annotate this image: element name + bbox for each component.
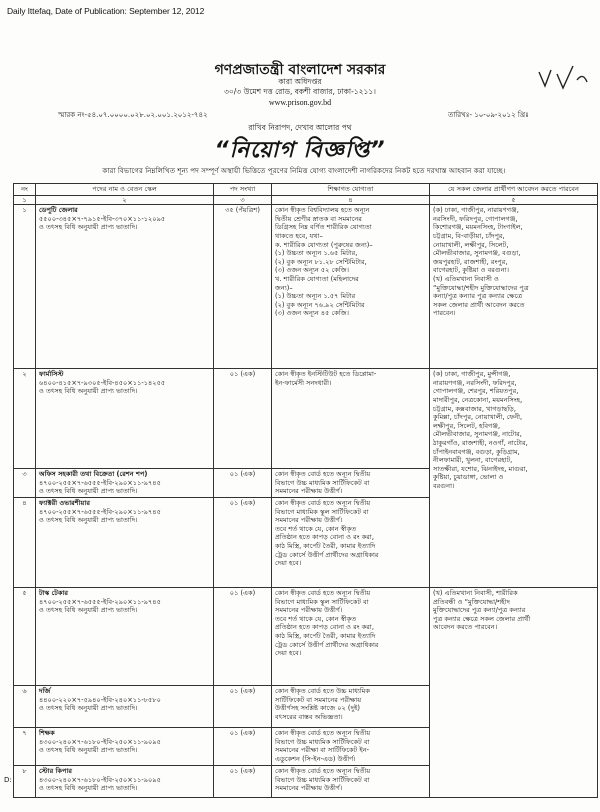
post-scale: ৪৪০০-২২০×৭-৫৯৪০-ইবি-২৪০×১১-৮৫৮০ [39, 695, 161, 704]
post-cell [36, 205, 214, 369]
qualification-line: কাঠ মিস্ত্রি, কার্পেট তৈরী, কামার ইত্যাদি [275, 541, 376, 550]
qualification-line: (১) উচ্চতা অন্যূন ১.৫৭ মিটার [275, 292, 356, 301]
post-count: ০১ (এক) [214, 369, 272, 469]
district-line: (ক) ঢাকা, গাজীপুর, নারায়ণগঞ্জ, [433, 206, 519, 215]
qualification-line: (১) উচ্চতা অন্যূন ১.৬৫ মিটার, [275, 249, 358, 258]
district-line: মৌলভীবাজার, সুনামগঞ্জ, নাটোর, [433, 430, 522, 439]
qualification-line: তবে শর্ত থাকে যে, কোন স্বীকৃত [275, 614, 357, 623]
district-line: কুষ্টিয়া, চুয়াডাঙ্গা, ভোলা ও [433, 473, 504, 482]
post-post: শিক্ষক [39, 728, 55, 737]
post-scale: ৪৭০০-২৫৫×৭-৬৫৫৫-ইবি-২৯০×১১-৯৭৪৫ [39, 478, 161, 487]
notice-date: তারিখঃ- ১০-০৯-২০১২ খ্রিঃ [448, 111, 529, 119]
post-cell [36, 469, 214, 498]
qualification-line: উত্তীর্ণসহ সংশ্লিষ্ট কাজে ০২ (দুই) [275, 704, 360, 713]
row-number: ৭ [14, 727, 36, 765]
post-note: ও তৎসহ বিধি অনুযায়ী প্রাপ্য ভাতাদি। [39, 606, 138, 615]
district-line: কুমিল্লা, চাঁদপুর, নোয়াখালী, ফেনী, [433, 413, 523, 422]
district-line: মাদারীপুর, নেত্রকোনা, ময়মনসিংহ, [433, 395, 523, 404]
post-note: ও তৎসহ বিধি অনুযায়ী প্রাপ্য ভাতাদি। [39, 487, 138, 496]
post-cell [36, 497, 214, 587]
qualification-line: (২) বুক অন্যূন ৮১.২৮ সেন্টিমিটার, [275, 257, 367, 266]
district-line: পুত্র কন্যার ক্ষেত্রে সকল জেলার প্রার্থী [433, 614, 531, 623]
post-post: ফ্যাক্টরী ওভারশীয়ার [39, 498, 90, 507]
memo-number: স্মারক নং-৫৪.০৭.০০০০.০২৮.০২.০০১.২০১২-৭৪২ [58, 111, 208, 119]
qualification-line: থাকতে হবে, যথা– [275, 231, 323, 240]
row-number: ২ [14, 369, 36, 469]
post-note: ও তৎসহ বিধি অনুযায়ী প্রাপ্য ভাতাদি। [39, 516, 138, 525]
district-line: চট্টগ্রাম, কক্সবাজার, খাগড়াছড়ি, [433, 404, 516, 413]
col-header-no: নং [14, 184, 36, 196]
motto: রাখিব নিরাপদ, দেখাব আলোর পথ [248, 123, 352, 132]
district-line: “মুক্তিযোদ্ধা/শহীদ মুক্তিযোদ্ধাদের পুত্র [433, 283, 529, 292]
post-note: ও তৎসহ বিধি অনুযায়ী প্রাপ্য ভাতাদি। [39, 223, 138, 232]
table-row [14, 587, 598, 685]
district-line: গোপালগঞ্জ, শেরপুর, শরিয়তপুর, [433, 387, 519, 396]
header-row [14, 184, 598, 196]
qualification-line: কোন স্বীকৃত ইনস্টিটিউট হতে ডিপ্লোমা- [275, 370, 377, 379]
post-post: ফার্মাসিস্ট [39, 370, 64, 379]
qualification-line: দেয়া হবে। [275, 559, 302, 568]
post-note: ও তৎসহ বিধি অনুযায়ী প্রাপ্য ভাতাদি। [39, 784, 138, 793]
qualification-cell [272, 369, 430, 469]
post-cell [36, 587, 214, 685]
post-scale: ৬৪০০-৪১৫×৭-৯৩০৫-ইবি-৪৫০×১১-১৪২৫৫ [39, 378, 166, 387]
district-line: জয়পুরহাট, রাজশাহী, রংপুর, [433, 257, 508, 266]
districts-cell [430, 369, 598, 588]
district-line: সকল জেলার প্রার্থী আবেদন করতে [433, 300, 525, 309]
qualification-cell [272, 587, 430, 685]
post-scale: ৪৭০০-২৫৫×৭-৬৫৫৫-ইবি-২৯০×১১-৯৭৪৫ [39, 597, 161, 606]
qualification-line: (৩) ওজন অন্যূন ৪৫ কেজি। [275, 309, 349, 318]
districts-cell [430, 205, 598, 369]
post-count: ০১ (এক) [214, 685, 272, 727]
qualification-line: তবে শর্ত থাকে যে, কোন স্বীকৃত [275, 524, 357, 533]
qualification-line: বিভাগে মাধ্যমিক স্কুল সার্টিফিকেট বা [275, 507, 369, 516]
row-number: ১ [14, 205, 36, 369]
col-number: ৩ [214, 195, 272, 205]
district-line: (খ) এতিমখানা নিবাসী, শারীরিক [433, 588, 518, 597]
post-post: ডেপুটি জেলার [39, 206, 78, 215]
qualification-line: কোন স্বীকৃত বোর্ড হতে অন্যূন দ্বিতীয় [275, 588, 371, 597]
qualification-line: প্রতিষ্ঠান হতে কাপড় বোনা ও রং করা, [275, 623, 374, 632]
col-header-post: পদের নাম ও বেতন স্কেল [36, 184, 214, 196]
publication-caption: Daily Ittefaq, Date of Publication: September 12, 2012 [7, 6, 205, 16]
col-header-qualification: শিক্ষাগত যোগ্যতা [272, 184, 430, 196]
department-address: ৩০/৩ উমেশ দত্ত রোড, বকশী বাজার, ঢাকা-১২১১। [224, 87, 376, 96]
qualification-cell [272, 727, 430, 765]
qualification-line: ক. শারীরিক যোগ্যতা (পুরুষের জন্য)– [275, 240, 373, 249]
district-line: (খ) এতিমখানা নিবাসী ও [433, 274, 499, 283]
col-number: ১ [14, 195, 36, 205]
post-count: ০১ (এক) [214, 587, 272, 685]
post-note: ও তৎসহ বিধি অনুযায়ী প্রাপ্য ভাতাদি। [39, 387, 138, 396]
qualification-cell [272, 765, 430, 797]
table-row [14, 205, 598, 369]
col-header-count: পদ সংখ্যা [214, 184, 272, 196]
post-count: ০১ (এক) [214, 727, 272, 765]
col-number: ৫ [430, 195, 598, 205]
qualification-line: বিভাগে উচ্চ মাধ্যমিক সার্টিফিকেট বা [275, 737, 370, 746]
qualification-line: সমমানের পরীক্ষা বা সার্টিফিকেট ইন- [275, 746, 370, 755]
post-post: স্টোর কিপার [39, 766, 73, 775]
qualification-line: বিভাগে মাধ্যমিক স্কুল সার্টিফিকেট বা [275, 597, 369, 606]
qualification-line: কোন স্বীকৃত বোর্ড হতে অন্যূন দ্বিতীয় [275, 766, 371, 775]
post-count: ০১ (এক) [214, 469, 272, 498]
post-note: ও তৎসহ বিধি অনুযায়ী প্রাপ্য ভাতাদি। [39, 704, 138, 713]
qualification-cell [272, 205, 430, 369]
column-number-row [14, 195, 598, 205]
district-line: (ক) ঢাকা, গাজীপুর, মুন্সীগঞ্জ, [433, 370, 511, 379]
district-line: চাঁপাইনবাবগঞ্জ, বগুড়া, কুড়িগ্রাম, [433, 447, 520, 456]
qualification-line: সমমানের পরীক্ষায় উত্তীর্ণ। [275, 606, 343, 615]
qualification-line: দ্বিতীয় শ্রেণীর স্নাতক বা সমমানের [275, 214, 362, 223]
qualification-line: প্রতিষ্ঠান হতে কাপড় বোনা ও রং করা, [275, 533, 374, 542]
qualification-cell [272, 469, 430, 498]
qualification-line: কাঠ মিস্ত্রি, কার্পেট তৈরী, কামার ইত্যাদি [275, 631, 376, 640]
post-scale: ৫৫০০-৩৪৫×৭-৭৯১৫-ইবি-৩৭০×১১-১২০৯৫ [39, 214, 166, 223]
post-cell [36, 685, 214, 727]
district-line: কিশোরগঞ্জ, ময়মনসিংহ, টাংগাইল, [433, 223, 523, 232]
government-title: গণপ্রজাতন্ত্রী বাংলাদেশ সরকার [214, 62, 386, 78]
col-number: ২ [36, 195, 214, 205]
qualification-line: বৎসরের বাস্তব অভিজ্ঞতা। [275, 712, 343, 721]
department-name: কারা অধিদপ্তর [278, 77, 322, 86]
website-link[interactable]: www.prison.gov.bd [268, 98, 332, 107]
qualification-line: বিভাগে উচ্চ মাধ্যমিক সার্টিফিকেট বা [275, 775, 370, 784]
row-number: ৪ [14, 497, 36, 587]
district-line: সাতক্ষীরা, যশোর, ঝিনাইদহ, মাগুরা, [433, 464, 528, 473]
district-line: বাগেরহাট, কুষ্টিয়া ও বরগুনা। [433, 266, 509, 275]
qualification-line: (৩) ওজন অন্যূন ৫২ কেজি। [275, 266, 349, 275]
qualification-line: ইন-ফার্মেসী সনদধারী। [275, 378, 332, 387]
qualification-line: (২) বুক অন্যূন ৭৬.৯২ সেন্টিমিটার [275, 300, 365, 309]
qualification-line: ট্রেড কোর্সে উত্তীর্ণ প্রার্থীদের অগ্রাধিকার [275, 550, 379, 559]
post-count: ৩৫ (পঁয়ত্রিশ) [214, 205, 272, 369]
district-line: মুক্তিযোদ্ধাদের পুত্র কন্যা/পুত্র কন্যার [433, 606, 526, 615]
post-scale: ৪৩০০-২৪০×৭-৬১৮০-ইবি-২৫০×১১-৯০৯৫ [39, 737, 161, 746]
post-cell [36, 369, 214, 469]
qualification-line: সমমানের পরীক্ষায় উত্তীর্ণ। [275, 784, 343, 793]
qualification-line: বিভাগে উচ্চ মাধ্যমিক সার্টিফিকেট বা [275, 478, 370, 487]
qualification-line: সমমানের পরীক্ষায় উত্তীর্ণ। [275, 516, 343, 525]
qualification-line: কোন স্বীকৃত বোর্ড হতে অন্যূন দ্বিতীয় [275, 728, 371, 737]
row-number: ৬ [14, 685, 36, 727]
post-note: ও তৎসহ বিধি অনুযায়ী প্রাপ্য ভাতাদি। [39, 746, 138, 755]
qualification-line: সমমানের পরীক্ষায় উত্তীর্ণ। [275, 487, 343, 496]
vacancy-table [13, 183, 598, 798]
table-row [14, 369, 598, 469]
qualification-line: দেয়া হবে। [275, 649, 302, 658]
qualification-line: ট্রেড কোর্সে উত্তীর্ণ প্রার্থীদের অগ্রাধিকার [275, 640, 379, 649]
post-post: টাস্ক টেকার [39, 588, 68, 597]
qualification-line: জন্য)– [275, 283, 293, 292]
col-header-districts: যে সকল জেলার প্রার্থীগণ আবেদন করতে পারবেন [430, 184, 598, 196]
qualification-line: সার্টিফিকেট বা সমমানের পরীক্ষায় [275, 695, 362, 704]
district-line: নরসিংদী, ফরিদপুর, গোপালগঞ্জ, [433, 214, 518, 223]
qualification-line: খ. শারীরিক যোগ্যতা (মহিলাদের [275, 274, 359, 283]
district-line: নারায়ণগঞ্জ, নরসিংদী, ফরিদপুর, [433, 378, 517, 387]
post-cell [36, 765, 214, 797]
row-number: ৮ [14, 765, 36, 797]
intro-text: কারা বিভাগের নিম্নলিখিত শূন্য পদ সম্পূর্ণ অস্থায়ী ভিত্তিতে পূরণের নিমিত্ত যোগ্য বাংলাদেশী নাগরিকদের নিকট হতে দরখাস্ত আহবান করা যাচ্ছে। [102, 166, 506, 175]
district-line: নীলফামারী, খুলনা, বাগেরহাট, [433, 456, 513, 465]
qualification-line: ডিগ্রিসহ নিম্ন বর্ণিত শারীরিক যোগ্যতা [275, 223, 372, 232]
notice-title: “নিয়োগ বিজ্ঞপ্তি” [214, 138, 386, 163]
qualification-line: কোন স্বীকৃত বোর্ড হতে উচ্চ মাধ্যমিক [275, 686, 371, 695]
qualification-line: কোন স্বীকৃত বোর্ড হতে অন্যূন দ্বিতীয় [275, 470, 371, 479]
districts-cell [430, 587, 598, 797]
post-post: অফিস সহকারী তথা বিক্রেতা (রেশন শপ) [39, 470, 148, 479]
post-cell [36, 727, 214, 765]
post-scale: ৪৭০০-২৫৫×৭-৬৫৫৫-ইবি-২৯০×১১-৯৭৪৫ [39, 507, 161, 516]
district-line: চট্টগ্রাম, বি-বাড়ীয়া, চাঁদপুর, [433, 231, 505, 240]
qualification-line: এডুকেশন (সি-ইন-এড) উত্তীর্ণ। [275, 754, 356, 763]
post-scale: ৪৩০০-২৪০×৭-৬১৮০-ইবি-২৫০×১১-৯০৯৫ [39, 775, 161, 784]
district-line: পারবেন। [433, 309, 456, 318]
district-line: আবেদন করতে পারবেন। [433, 623, 498, 632]
district-line: লক্ষীপুর, সিলেট, হবিগঞ্জ, [433, 421, 501, 430]
district-line: বরগুনা। [433, 481, 455, 490]
district-line: নোয়াখালী, লক্ষীপুর, সিলেট, [433, 240, 509, 249]
footer-mark: D: [4, 776, 12, 784]
row-number: ৩ [14, 469, 36, 498]
row-number: ৫ [14, 587, 36, 685]
district-line: মৌলভীবাজার, সুনামগঞ্জ, বগুড়া, [433, 249, 521, 258]
district-line: প্রতিবন্ধী ও “মুক্তিযোদ্ধা/শহীদ [433, 597, 510, 606]
qualification-cell [272, 497, 430, 587]
col-number: ৪ [272, 195, 430, 205]
qualification-line: কোন স্বীকৃত বোর্ড হতে অন্যূন দ্বিতীয় [275, 498, 371, 507]
qualification-line: কোন স্বীকৃত বিশ্ববিদ্যালয় হতে অন্যূন [275, 206, 370, 215]
post-count: ০১ (এক) [214, 765, 272, 797]
post-post: দর্জি [39, 686, 51, 695]
district-line: কন্যা/পুত্র কন্যার পুত্র কন্যার ক্ষেত্রে [433, 292, 523, 301]
district-line: ঠাকুরগাঁও, রাজশাহী, নওগাঁ, নাটোর, [433, 438, 528, 447]
post-count: ০১ (এক) [214, 497, 272, 587]
notice-title-wrap [0, 133, 600, 170]
qualification-cell [272, 685, 430, 727]
